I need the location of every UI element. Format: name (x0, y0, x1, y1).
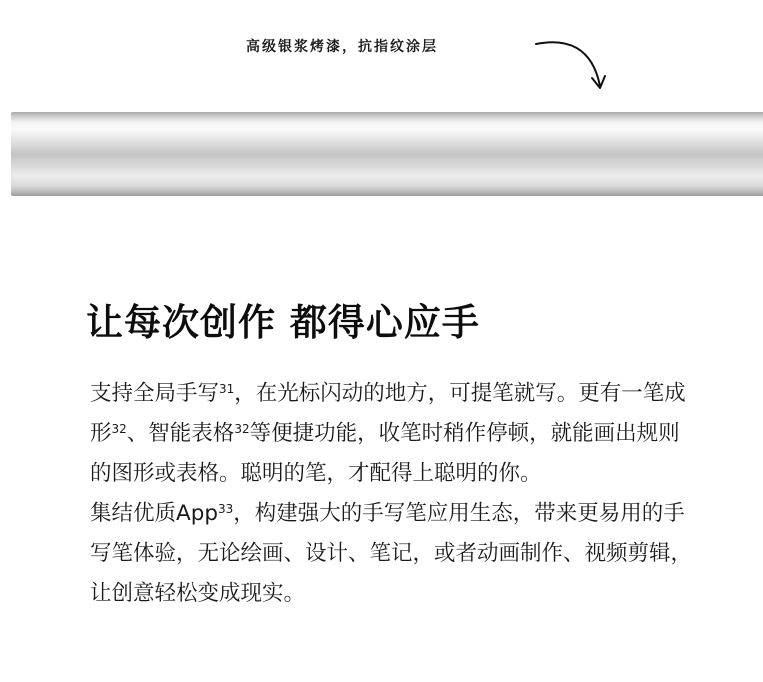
stylus-pencil-image (11, 112, 763, 196)
description-paragraph-1 (90, 374, 700, 494)
curved-arrow-icon (532, 36, 612, 96)
finish-annotation: 高级银浆烤漆，抗指纹涂层 (246, 39, 438, 55)
footnote-marker: 31 (219, 382, 235, 396)
footnote-marker: 32 (234, 422, 250, 436)
text-segment: 、智能表格 (126, 421, 235, 446)
description (90, 374, 700, 614)
footnote-marker: 32 (111, 422, 127, 436)
footnote-marker: 33 (218, 502, 234, 516)
text-segment: 等便捷功能，收笔时稍作停顿，就能画出规则的图形或表格。聪明的笔，才配得上聪明的你。 (90, 421, 680, 486)
text-segment: ，构建强大的手写笔应用生态，带来更易用的手写笔体验，无论绘画、设计、笔记，或者动画制作、视频剪辑，让创意轻松变成现实。 (90, 501, 693, 606)
text-segment: 集结优质App (90, 501, 219, 526)
text-segment: 支持全局手写 (90, 381, 220, 406)
text-segment: ，在光标闪动的地方，可提笔就写。更有一笔成形 (90, 381, 686, 446)
headline: 让每次创作 都得心应手 (86, 301, 480, 344)
description-paragraph-2 (90, 494, 700, 614)
